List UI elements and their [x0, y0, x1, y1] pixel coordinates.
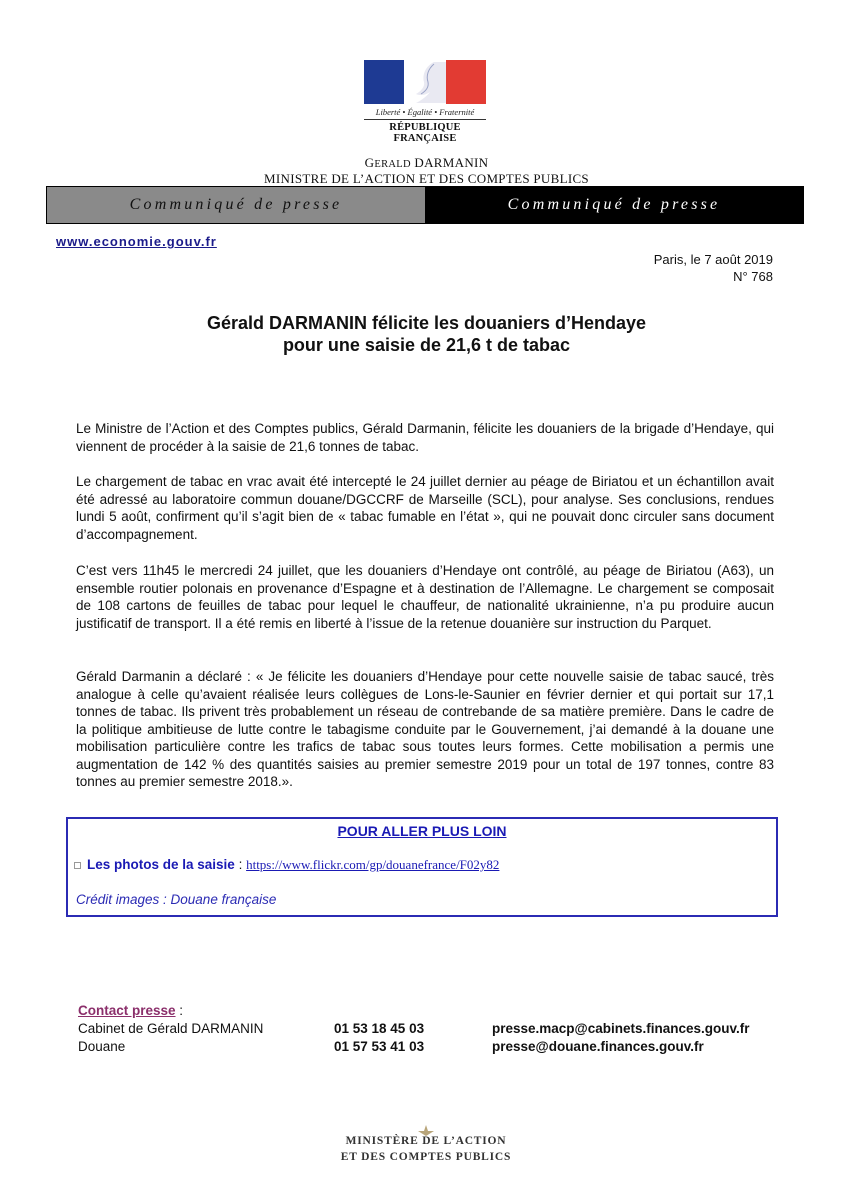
contact-suffix: :	[175, 1003, 184, 1018]
photos-row	[74, 857, 499, 873]
photos-separator: :	[234, 857, 247, 872]
contact-phone: 01 53 18 45 03	[334, 1021, 425, 1036]
contact-name: Douane	[78, 1039, 126, 1054]
press-date: Paris, le 7 août 2019	[653, 252, 773, 267]
republique-francaise-logo	[364, 60, 486, 144]
further-info-box	[66, 817, 778, 917]
contact-email[interactable]: presse.macp@cabinets.finances.gouv.fr	[492, 1021, 750, 1036]
minister-name: GERALD DARMANIN	[364, 155, 489, 170]
communique-label-right: Communiqué de presse	[425, 187, 803, 223]
photos-label: Les photos de la saisie	[87, 857, 235, 872]
logo-republique-francaise: RÉPUBLIQUE FRANÇAISE	[389, 122, 461, 144]
contact-email[interactable]: presse@douane.finances.gouv.fr	[492, 1039, 704, 1054]
ministry-name: MINISTRE DE L’ACTION ET DES COMPTES PUBLICS	[264, 171, 589, 186]
logo-motto: Liberté • Égalité • Fraternité	[375, 107, 475, 117]
marianne-flag-icon	[364, 60, 486, 104]
body-paragraph-3: C’est vers 11h45 le mercredi 24 juillet, que les douaniers d’Hendaye ont contrôlé, au péage de Biriatou (A63), un ensemble routier polonais en provenance d’Espagne et à destination de l’Allemagne. Le chargement se composait de 108 cartons de feuilles de tabac pour lequel le chauffeur, de nationalité ukrainienne, n’a pu produire aucun justificatif de transport. Il a été remis en liberté à l’issue de la retenue douanière sur instruction du Parquet.	[76, 563, 774, 631]
bullet-icon	[74, 862, 81, 869]
contact-heading	[78, 1003, 183, 1018]
photos-link[interactable]: https://www.flickr.com/gp/douanefrance/F02y82	[246, 857, 500, 872]
footer-logo-line-2: ET DES COMPTES PUBLICS	[340, 1151, 512, 1163]
further-info-heading: POUR ALLER PLUS LOIN	[337, 823, 507, 839]
footer-logo-line-1: MINISTÈRE DE L’ACTION	[345, 1135, 507, 1147]
press-title-line-1: Gérald DARMANIN félicite les douaniers d’Hendaye	[206, 313, 647, 333]
communique-label-left: Communiqué de presse	[47, 187, 425, 223]
image-credit: Crédit images : Douane française	[76, 892, 277, 907]
contact-phone: 01 57 53 41 03	[334, 1039, 425, 1054]
press-title-line-2: pour une saisie de 21,6 t de tabac	[282, 335, 571, 355]
logo-divider	[364, 119, 486, 120]
ministry-footer-logo	[336, 1125, 516, 1175]
contact-label[interactable]: Contact presse	[78, 1003, 176, 1018]
contact-name: Cabinet de Gérald DARMANIN	[78, 1021, 264, 1036]
body-paragraph-2: Le chargement de tabac en vrac avait été intercepté le 24 juillet dernier au péage de Biriatou et un échantillon avait été adressé au laboratoire commun douane/DGCCRF de Marseille (SCL), pour analyse. Ses conclusions, rendues lundi 5 août, confirment qu’il s’agit bien de « tabac fumable en l’état », qui ne pouvait donc circuler sans document d’accompagnement.	[76, 474, 774, 542]
communique-band	[46, 186, 804, 224]
press-title	[0, 312, 853, 356]
body-paragraph-1: Le Ministre de l’Action et des Comptes publics, Gérald Darmanin, félicite les douaniers de la brigade d’Hendaye, qui viennent de procéder à la saisie de 21,6 tonnes de tabac.	[76, 421, 774, 454]
economie-site-link[interactable]: www.economie.gouv.fr	[56, 234, 217, 249]
body-paragraph-4: Gérald Darmanin a déclaré : « Je félicite les douaniers d’Hendaye pour cette nouvelle saisie de tabac saucé, très analogue à celle qu’avaient réalisée leurs collègues de Lons-le-Saunier en février dernier et qui portait sur 17,1 tonnes de tabac. Ils privent très probablement un réseau de contrebande de sa matière première. Dans le cadre de la politique ambitieuse de lutte contre le tabagisme conduite par le Gouvernement, j’ai demandé à la douane une mobilisation particulière contre les trafics de tabac sous toutes leurs formes. Cette mobilisation a permis une augmentation de 142 % des quantités saisies au premier semestre 2019 pour un total de 197 tonnes, contre 83 tonnes au premier semestre 2018.».	[76, 669, 774, 789]
press-number: N° 768	[733, 269, 773, 284]
